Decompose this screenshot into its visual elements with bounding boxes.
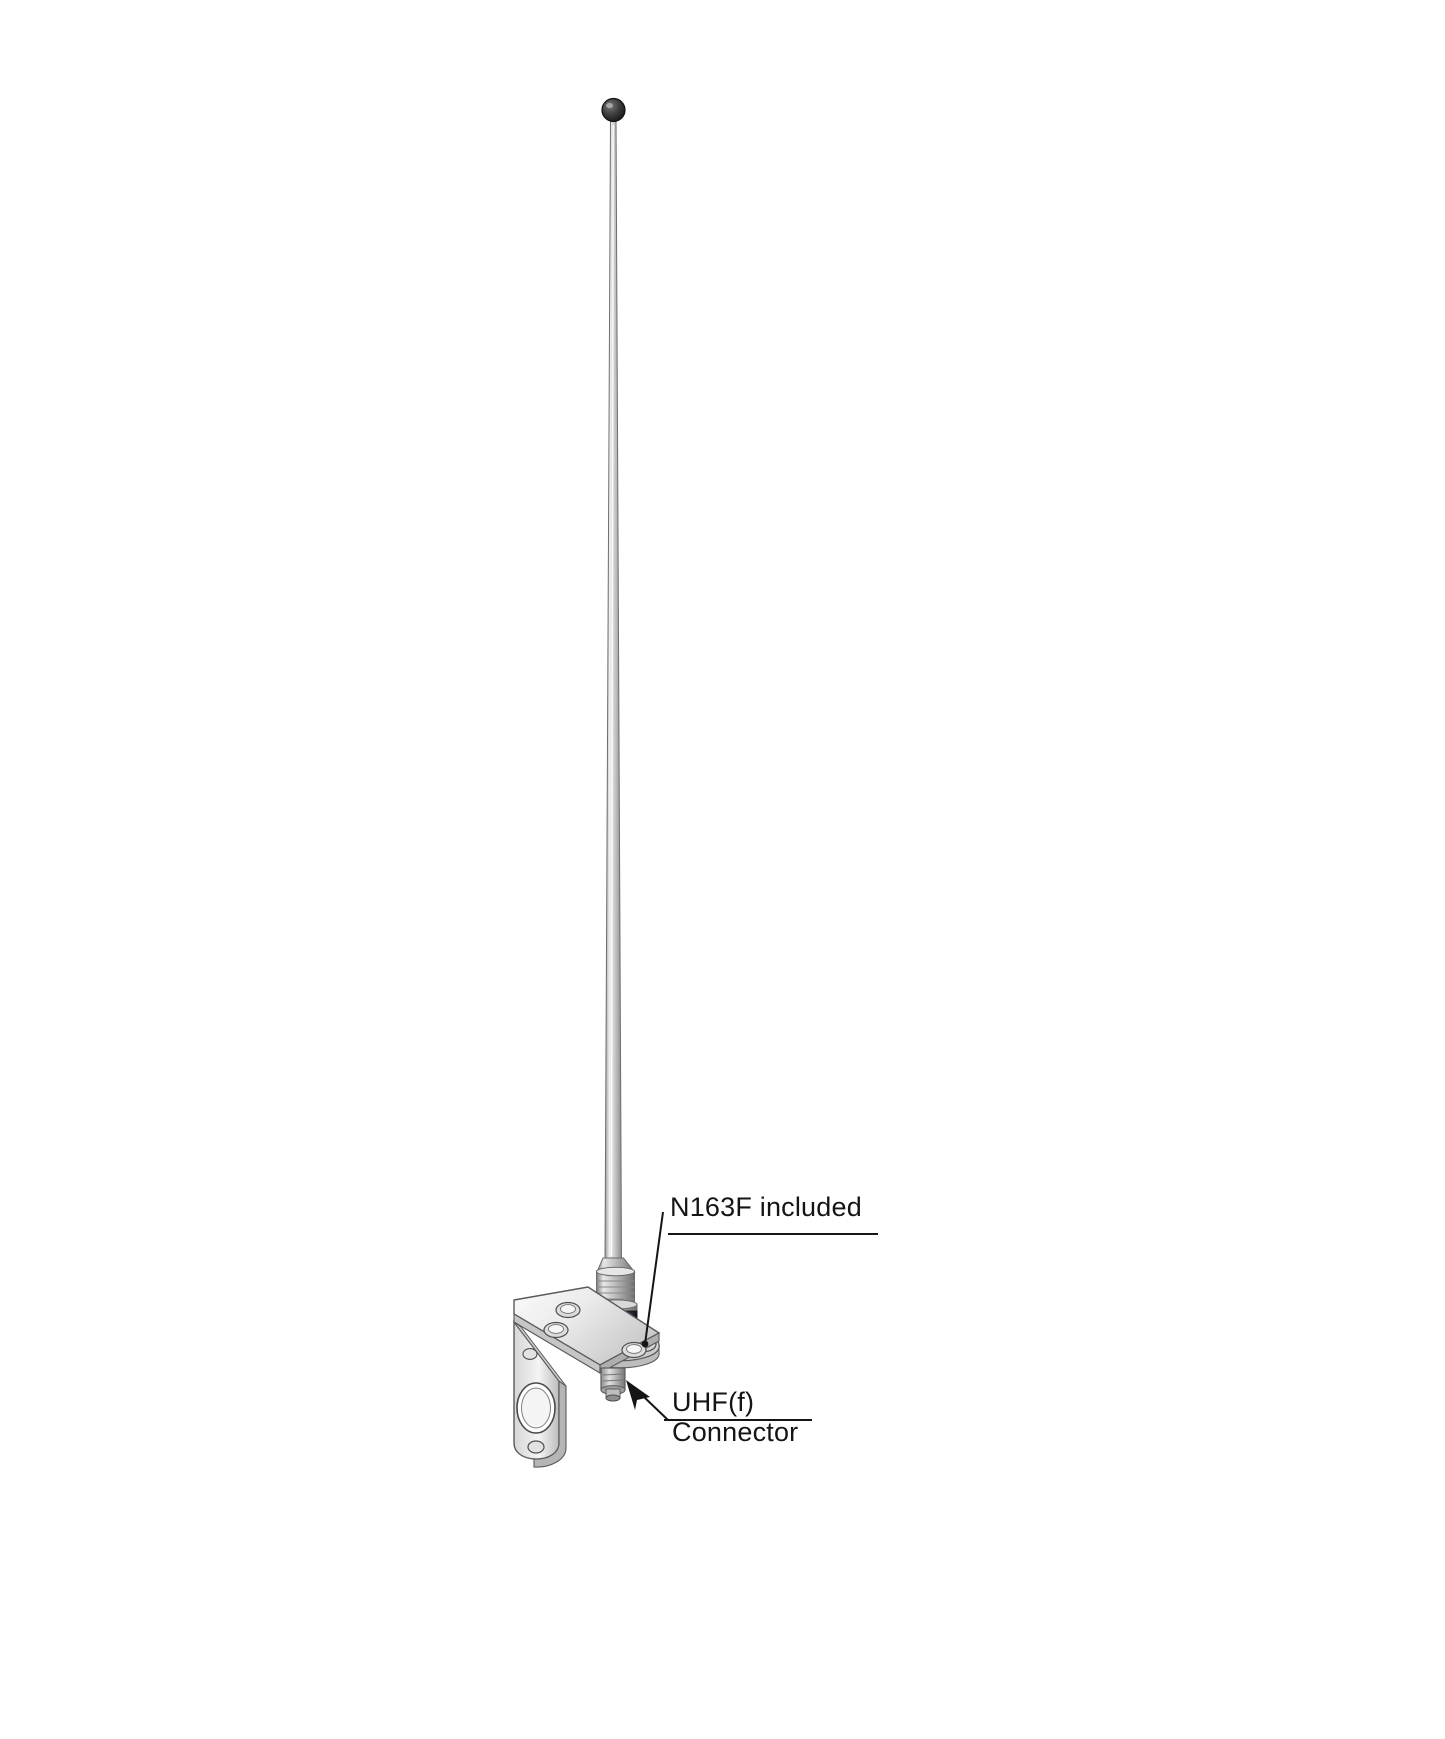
annotation-label-uhf-line2: Connector — [672, 1417, 799, 1448]
annotation-label-uhf — [672, 1387, 798, 1447]
annotation-label-uhf-line1: UHF(f) — [672, 1387, 755, 1417]
antenna-whip — [605, 118, 622, 1258]
antenna-tip-ball — [602, 99, 625, 122]
leader-line-n163f — [642, 1212, 878, 1347]
annotation-label-n163f: N163F included — [670, 1192, 862, 1222]
uhf-female-connector — [601, 1368, 625, 1401]
